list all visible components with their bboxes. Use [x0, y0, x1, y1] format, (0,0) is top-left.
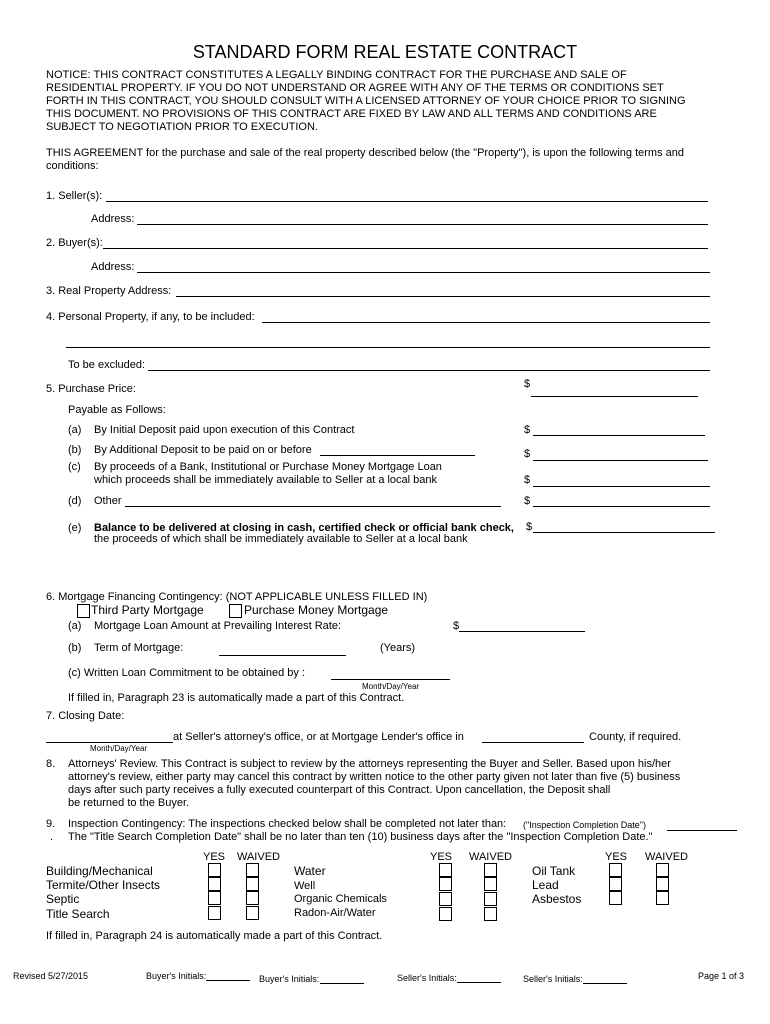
section-number: 8. [46, 758, 56, 770]
balance-label-2: the proceeds of which shall be immediately available to Seller at a local bank [94, 533, 468, 545]
dollar-sign: $ [524, 495, 531, 507]
dollar-sign: $ [524, 378, 531, 390]
buyer-initials-label-2: Buyer's Initials: [259, 974, 320, 984]
waived-header: WAIVED [469, 851, 512, 863]
item-tag: (c) [68, 461, 81, 473]
attorney-review-line: be returned to the Buyer. [68, 797, 190, 809]
mortgage-proceeds-field[interactable] [533, 486, 710, 487]
item-tag: (a) [68, 424, 82, 436]
termite-yes-checkbox[interactable] [208, 877, 221, 891]
inspection-item: Termite/Other Insects [46, 878, 161, 892]
third-party-mortgage-label: Third Party Mortgage [91, 603, 204, 617]
attorney-review-line: days after such party receives a fully executed counterpart of this Contract. Upon cancellation, the Deposit shall [68, 784, 611, 796]
mortgage-contingency-label: 6. Mortgage Financing Contingency: (NOT APPLICABLE UNLESS FILLED IN) [46, 591, 428, 603]
section-number: 9. [46, 818, 56, 830]
notice-line: FORTH IN THIS CONTRACT, YOU SHOULD CONSULT WITH A LICENSED ATTORNEY OF YOUR CHOICE PRIOR TO SIGNING [46, 95, 686, 107]
inspection-item: Asbestos [532, 892, 582, 906]
organic-chemicals-yes-checkbox[interactable] [439, 892, 452, 906]
yes-header: YES [203, 851, 226, 863]
yes-header: YES [430, 851, 453, 863]
item-tag: (b) [68, 642, 82, 654]
sellers-field[interactable] [106, 201, 708, 202]
inspection-completion-date-hint: ("Inspection Completion Date") [523, 820, 646, 830]
title-search-yes-checkbox[interactable] [208, 906, 221, 920]
additional-deposit-field[interactable] [533, 460, 708, 461]
well-waived-checkbox[interactable] [484, 877, 497, 891]
inspection-completion-date-field[interactable] [667, 830, 737, 831]
seller-initials-field[interactable] [457, 982, 501, 983]
mortgage-term-label: Term of Mortgage: [94, 642, 184, 654]
seller-initials-field-2[interactable] [583, 983, 627, 984]
page-title: STANDARD FORM REAL ESTATE CONTRACT [192, 42, 578, 62]
building-waived-checkbox[interactable] [246, 863, 259, 877]
inspection-item: Oil Tank [532, 864, 576, 878]
inspection-item: Lead [532, 878, 559, 892]
purchase-price-field[interactable] [531, 396, 698, 397]
item-tag: (b) [68, 444, 82, 456]
personal-property-field-2[interactable] [66, 347, 710, 348]
dollar-sign: $ [524, 424, 531, 436]
radon-yes-checkbox[interactable] [439, 907, 452, 921]
purchase-money-mortgage-checkbox[interactable] [229, 604, 242, 618]
date-format-hint: Month/Day/Year [362, 682, 420, 691]
notice-line: THIS DOCUMENT. NO PROVISIONS OF THIS CONTRACT ARE FIXED BY LAW AND ALL TERMS AND CONDITIONS ARE [46, 108, 657, 120]
buyers-label: 2. Buyer(s): [46, 237, 103, 249]
dollar-sign: $ [453, 620, 460, 632]
sellers-address-label: Address: [91, 213, 135, 225]
item-tag: (d) [68, 495, 82, 507]
inspection-item: Building/Mechanical [46, 864, 153, 878]
oil-tank-yes-checkbox[interactable] [609, 863, 622, 877]
payable-label: Payable as Follows: [68, 404, 166, 416]
personal-property-field[interactable] [262, 322, 710, 323]
inspection-contingency-label: Inspection Contingency: The inspections checked below shall be completed not later than: [68, 818, 507, 830]
buyers-address-label: Address: [91, 261, 135, 273]
sellers-label: 1. Seller(s): [46, 190, 103, 202]
loan-commitment-label: (c) Written Loan Commitment to be obtained by : [68, 667, 306, 679]
mortgage-proceeds-label: By proceeds of a Bank, Institutional or Purchase Money Mortgage Loan [94, 461, 442, 473]
paragraph-23-note: If filled in, Paragraph 23 is automatically made a part of this Contract. [68, 692, 405, 704]
lead-yes-checkbox[interactable] [609, 877, 622, 891]
inspection-item: Radon-Air/Water [294, 907, 376, 919]
county-field[interactable] [482, 742, 584, 743]
buyer-initials-field[interactable] [206, 980, 250, 981]
dollar-sign: $ [526, 521, 533, 533]
waived-header: WAIVED [645, 851, 688, 863]
item-tag: (e) [68, 522, 82, 534]
asbestos-waived-checkbox[interactable] [656, 891, 669, 905]
attorney-review-line: Attorneys' Review. This Contract is subject to review by the attorneys representing the Buyer and Seller. Based upon his/her [68, 758, 671, 770]
buyer-initials-label: Buyer's Initials: [146, 971, 207, 981]
buyer-initials-field-2[interactable] [320, 983, 364, 984]
inspection-item: Organic Chemicals [294, 893, 387, 905]
inspection-item: Well [294, 880, 316, 892]
yes-header: YES [605, 851, 628, 863]
date-format-hint: Month/Day/Year [90, 744, 148, 753]
septic-yes-checkbox[interactable] [208, 891, 221, 905]
inspection-item: Septic [46, 892, 80, 906]
other-label: Other [94, 495, 122, 507]
initial-deposit-label: By Initial Deposit paid upon execution of this Contract [94, 424, 355, 436]
additional-deposit-label: By Additional Deposit to be paid on or before [94, 444, 312, 456]
initial-deposit-field[interactable] [533, 435, 705, 436]
closing-date-label: 7. Closing Date: [46, 710, 125, 722]
dot: . [50, 831, 54, 843]
real-property-label: 3. Real Property Address: [46, 285, 172, 297]
water-yes-checkbox[interactable] [439, 863, 452, 877]
dollar-sign: $ [524, 474, 531, 486]
attorney-review-line: attorney's review, either party may cancel this contract by written notice to the other party given not later than five (5) business [68, 771, 681, 783]
asbestos-yes-checkbox[interactable] [609, 891, 622, 905]
agreement-line: conditions: [46, 160, 99, 172]
closing-location-label: at Seller's attorney's office, or at Mortgage Lender's office in [173, 731, 464, 743]
mortgage-proceeds-label-2: which proceeds shall be immediately available to Seller at a local bank [94, 474, 438, 486]
water-waived-checkbox[interactable] [484, 863, 497, 877]
other-description-field[interactable] [125, 506, 501, 507]
inspection-item: Title Search [46, 907, 110, 921]
title-search-waived-checkbox[interactable] [246, 906, 259, 920]
building-yes-checkbox[interactable] [208, 863, 221, 877]
balance-field[interactable] [533, 532, 715, 533]
loan-commitment-date-field[interactable] [331, 679, 450, 680]
oil-tank-waived-checkbox[interactable] [656, 863, 669, 877]
revision-date: Revised 5/27/2015 [13, 971, 89, 981]
years-label: (Years) [380, 642, 416, 654]
third-party-mortgage-checkbox[interactable] [77, 604, 90, 618]
buyers-address-field[interactable] [137, 272, 710, 273]
personal-property-label: 4. Personal Property, if any, to be included: [46, 311, 255, 323]
balance-label: Balance to be delivered at closing in cash, certified check or official bank check, [94, 522, 514, 534]
county-label: County, if required. [589, 731, 682, 743]
purchase-money-mortgage-label: Purchase Money Mortgage [244, 603, 389, 617]
sellers-address-field[interactable] [137, 224, 708, 225]
buyers-field[interactable] [103, 248, 708, 249]
loan-amount-label: Mortgage Loan Amount at Prevailing Interest Rate: [94, 620, 342, 632]
item-tag: (a) [68, 620, 82, 632]
other-amount-field[interactable] [533, 506, 710, 507]
excluded-label: To be excluded: [68, 359, 146, 371]
closing-date-field[interactable] [46, 742, 173, 743]
termite-waived-checkbox[interactable] [246, 877, 259, 891]
organic-chemicals-waived-checkbox[interactable] [484, 892, 497, 906]
notice-line: SUBJECT TO NEGOTIATION PRIOR TO EXECUTION. [46, 121, 318, 133]
lead-waived-checkbox[interactable] [656, 877, 669, 891]
purchase-price-label: 5. Purchase Price: [46, 383, 136, 395]
additional-deposit-date-field[interactable] [320, 455, 475, 456]
seller-initials-label: Seller's Initials: [397, 973, 457, 983]
well-yes-checkbox[interactable] [439, 877, 452, 891]
page-number: Page 1 of 3 [698, 971, 745, 981]
title-search-completion-note: The "Title Search Completion Date" shall be no later than ten (10) business days after the "Inspection Completion Date." [68, 831, 653, 843]
agreement-line: THIS AGREEMENT for the purchase and sale of the real property described below (the "Property"), is upon the following terms and [46, 147, 684, 159]
dollar-sign: $ [524, 448, 531, 460]
real-property-field[interactable] [176, 296, 710, 297]
waived-header: WAIVED [237, 851, 280, 863]
notice-line: RESIDENTIAL PROPERTY. IF YOU DO NOT UNDERSTAND OR AGREE WITH ANY OF THE TERMS OR CONDITIONS SET [46, 82, 664, 94]
radon-waived-checkbox[interactable] [484, 907, 497, 921]
seller-initials-label-2: Seller's Initials: [523, 974, 583, 984]
inspection-item: Water [294, 864, 326, 878]
mortgage-term-field[interactable] [219, 655, 346, 656]
paragraph-24-note: If filled in, Paragraph 24 is automatically made a part of this Contract. [46, 930, 383, 942]
excluded-field[interactable] [148, 370, 710, 371]
septic-waived-checkbox[interactable] [246, 891, 259, 905]
loan-amount-field[interactable] [459, 631, 585, 632]
notice-line: NOTICE: THIS CONTRACT CONSTITUTES A LEGALLY BINDING CONTRACT FOR THE PURCHASE AND SALE OF [46, 69, 627, 81]
